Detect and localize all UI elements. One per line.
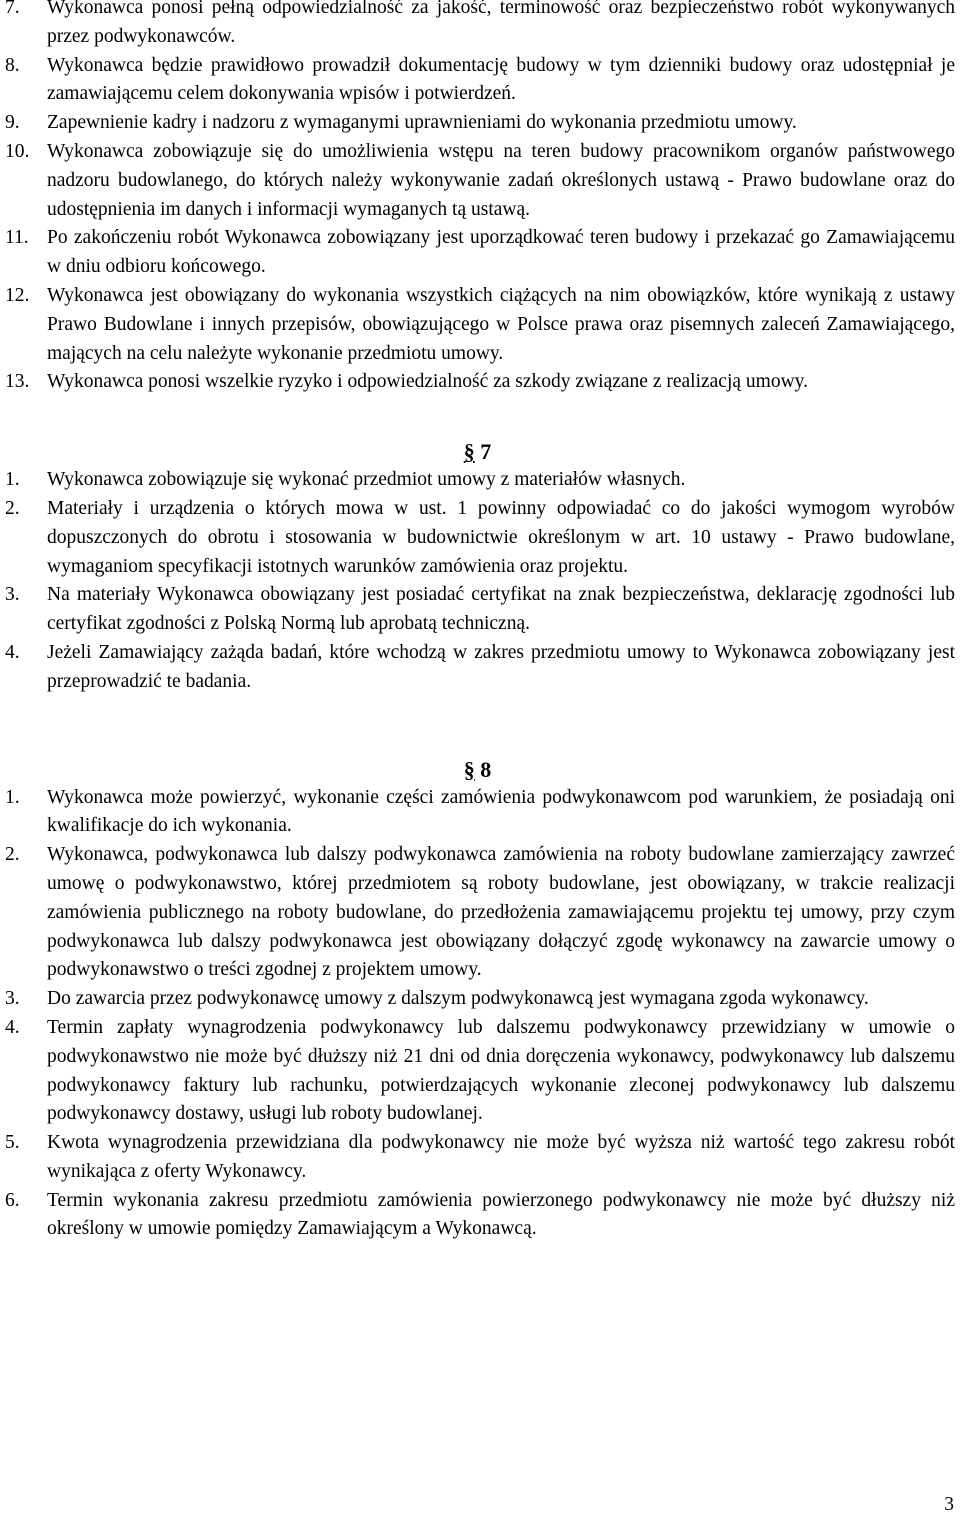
item-number: 8. bbox=[5, 54, 20, 76]
list-item bbox=[0, 784, 955, 842]
list-item bbox=[0, 841, 955, 985]
item-text: Materiały i urządzenia o których mowa w ust. 1 powinny odpowiadać co do jakości wymogom wyrobów dopuszczonych do obrotu i stosowania w budownictwie określonym w art. 10 ustawy - Prawo budowlane, wymaganiom specyfikacji istotnych warunków zamówienia oraz projektu. bbox=[47, 497, 955, 577]
item-number: 10. bbox=[5, 140, 30, 162]
item-text: Wykonawca ponosi wszelkie ryzyko i odpowiedzialność za szkody związane z realizacją umowy. bbox=[47, 371, 809, 393]
list-item bbox=[0, 466, 955, 495]
list-item bbox=[0, 0, 955, 52]
item-text: Termin zapłaty wynagrodzenia podwykonawcy lub dalszemu podwykonawcy przewidziany w umowie o podwykonawstwo nie może być dłuższy niż 21 dni od dnia doręczenia wykonawcy, podwykonawcy lub dalszemu podwykonawcy faktury lub rachunku, potwierdzających wykonanie zleconej podwykonawcy lub dalszemu podwykonawcy dostawy, usługi lub roboty budowlanej. bbox=[47, 1016, 955, 1125]
item-number: 12. bbox=[5, 284, 30, 306]
item-number: 3. bbox=[5, 988, 20, 1010]
item-number: 11. bbox=[5, 227, 29, 249]
item-number: 3. bbox=[5, 584, 20, 606]
item-text: Na materiały Wykonawca obowiązany jest posiadać certyfikat na znak bezpieczeństwa, deklarację zgodności lub certyfikat zgodności z Polską Normą lub aprobatą techniczną. bbox=[47, 584, 955, 635]
item-text: Jeżeli Zamawiający zażąda badań, które wchodzą w zakres przedmiotu umowy to Wykonawca zobowiązany jest przeprowadzić te badania. bbox=[47, 641, 955, 692]
item-text: Do zawarcia przez podwykonawcę umowy z dalszym podwykonawcą jest wymagana zgoda wykonawcy. bbox=[47, 988, 869, 1010]
section-number: 8 bbox=[480, 756, 492, 782]
list-item bbox=[0, 138, 955, 224]
section-heading-7 bbox=[0, 437, 955, 466]
list-item bbox=[0, 639, 955, 697]
section-heading-8 bbox=[0, 755, 955, 784]
list-item bbox=[0, 1014, 955, 1129]
item-text: Wykonawca może powierzyć, wykonanie części zamówienia podwykonawcom pod warunkiem, że posiadają oni kwalifikacje do ich wykonania. bbox=[47, 786, 955, 837]
list-item bbox=[0, 495, 955, 581]
list-item bbox=[0, 1129, 955, 1187]
item-number: 1. bbox=[5, 469, 20, 491]
item-text: Wykonawca zobowiązuje się do umożliwienia wstępu na teren budowy pracownikom organów państwowego nadzoru budowlanego, do których należy wykonywanie zadań określonych ustawą - Prawo budowlane oraz do udostępnienia im danych i informacji wymaganych tą ustawą. bbox=[47, 140, 955, 220]
section-mark: § bbox=[463, 439, 475, 465]
list-item bbox=[0, 224, 955, 282]
item-text: Kwota wynagrodzenia przewidziana dla podwykonawcy nie może być wyższa niż wartość tego zakresu robót wynikająca z oferty Wykonawcy. bbox=[47, 1132, 955, 1182]
list-item bbox=[0, 581, 955, 639]
section-mark: § bbox=[463, 756, 475, 782]
item-text: Zapewnienie kadry i nadzoru z wymaganymi uprawnieniami do wykonania przedmiotu umowy. bbox=[47, 112, 797, 134]
item-text: Wykonawca, podwykonawca lub dalszy podwykonawca zamówienia na roboty budowlane zamierzający zawrzeć umowę o podwykonawstwo, której przedmiotem są roboty budowlane, jest obowiązany, w trakcie realizacji zamówienia publicznego na roboty budowlane, do przedłożenia zamawiającemu projektu tej umowy, przy czym podwykonawca lub dalszy podwykonawca jest obowiązany dołączyć zgodę wykonawcy na zawarcie umowy o podwykonawstwo o treści zgodnej z projektem umowy. bbox=[47, 844, 955, 981]
item-text: Wykonawca ponosi pełną odpowiedzialność za jakość, terminowość oraz bezpieczeństwo robót wykonywanych przez podwykonawców. bbox=[47, 0, 955, 47]
item-text: Termin wykonania zakresu przedmiotu zamówienia powierzonego podwykonawcy nie może być dłuższy niż określony w umowie pomiędzy Zamawiającym a Wykonawcą. bbox=[47, 1189, 955, 1240]
page-number: 3 bbox=[944, 1494, 954, 1515]
list-item bbox=[0, 52, 955, 110]
item-number: 6. bbox=[5, 1189, 20, 1211]
item-number: 9. bbox=[5, 112, 20, 134]
item-text: Wykonawca będzie prawidłowo prowadził dokumentację budowy w tym dzienniki budowy oraz udostępniał je zamawiającemu celem dokonywania wpisów i potwierdzeń. bbox=[47, 54, 955, 105]
item-number: 1. bbox=[5, 786, 20, 808]
item-text: Po zakończeniu robót Wykonawca zobowiązany jest uporządkować teren budowy i przekazać go Zamawiającemu w dniu odbioru końcowego. bbox=[47, 227, 955, 278]
item-number: 4. bbox=[5, 641, 20, 663]
item-number: 2. bbox=[5, 844, 20, 866]
list-item bbox=[0, 1187, 955, 1245]
item-number: 2. bbox=[5, 497, 20, 519]
item-number: 13. bbox=[5, 371, 30, 393]
item-number: 5. bbox=[5, 1132, 20, 1154]
item-text: Wykonawca jest obowiązany do wykonania wszystkich ciążących na nim obowiązków, które wynikają z ustawy Prawo Budowlane i innych przepisów, obowiązującego w Polsce prawa oraz pisemnych zaleceń Zamawiającego, mających na celu należyte wykonanie przedmiotu umowy. bbox=[47, 284, 955, 364]
list-item bbox=[0, 985, 955, 1014]
list-item bbox=[0, 109, 955, 138]
section-number: 7 bbox=[480, 439, 492, 465]
item-number: 4. bbox=[5, 1016, 20, 1038]
item-number: 7. bbox=[5, 0, 20, 18]
section-6-continued-list bbox=[0, 0, 955, 397]
section-7-list bbox=[0, 466, 955, 696]
item-text: Wykonawca zobowiązuje się wykonać przedmiot umowy z materiałów własnych. bbox=[47, 469, 686, 491]
list-item bbox=[0, 282, 955, 368]
section-8-list bbox=[0, 784, 955, 1245]
list-item bbox=[0, 368, 955, 397]
